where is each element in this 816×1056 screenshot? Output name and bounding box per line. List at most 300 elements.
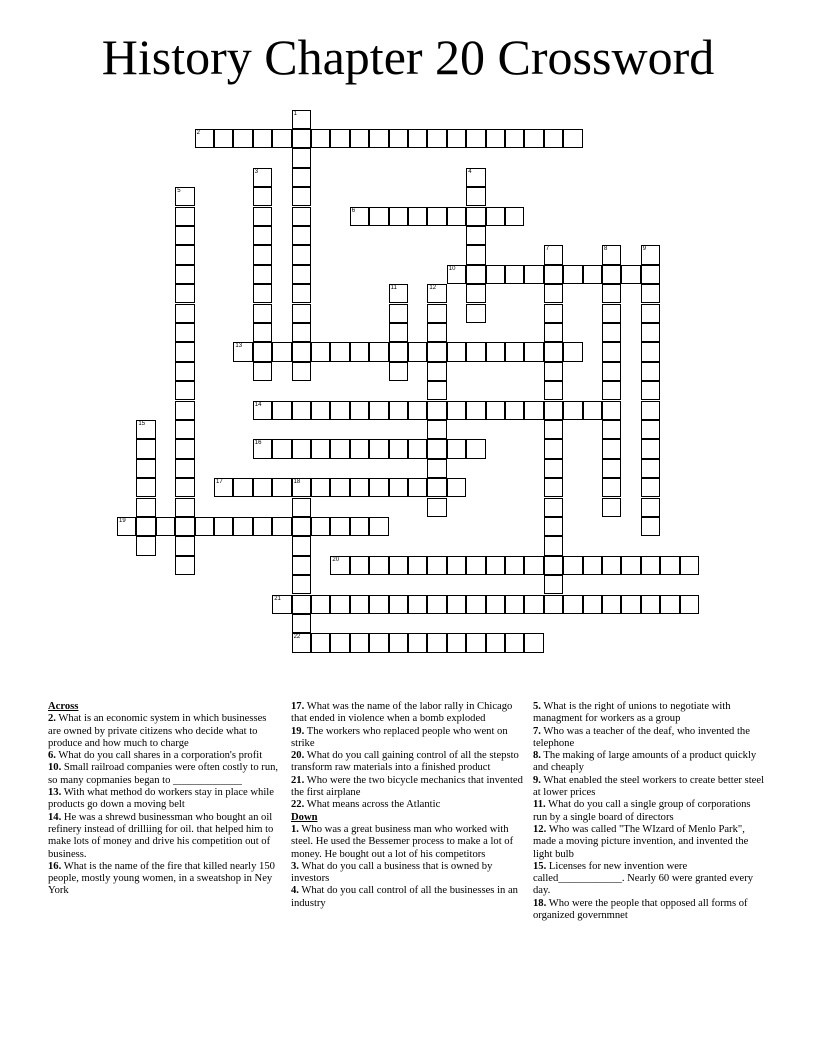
cell-number: 4 <box>468 168 472 175</box>
grid-cell[interactable] <box>544 536 563 555</box>
grid-cell[interactable] <box>544 381 563 400</box>
grid-cell[interactable] <box>175 556 194 575</box>
grid-cell[interactable] <box>408 556 427 575</box>
grid-cell[interactable] <box>292 304 311 323</box>
grid-cell[interactable] <box>292 633 311 652</box>
grid-cell[interactable] <box>447 439 466 458</box>
grid-cell[interactable] <box>156 517 175 536</box>
grid-cell[interactable] <box>389 304 408 323</box>
grid-cell[interactable] <box>602 245 621 264</box>
grid-cell[interactable] <box>350 439 369 458</box>
grid-cell[interactable] <box>136 420 155 439</box>
grid-cell[interactable] <box>427 439 446 458</box>
grid-cell[interactable] <box>369 556 388 575</box>
grid-cell[interactable] <box>641 459 660 478</box>
grid-cell[interactable] <box>253 168 272 187</box>
grid-cell[interactable] <box>292 148 311 167</box>
grid-cell[interactable] <box>389 633 408 652</box>
grid-cell[interactable] <box>214 129 233 148</box>
grid-cell[interactable] <box>641 556 660 575</box>
clue-down-3: 3. What do you call a business that is owned by investors <box>291 860 493 885</box>
grid-cell[interactable] <box>195 129 214 148</box>
grid-cell[interactable] <box>447 342 466 361</box>
grid-cell[interactable] <box>466 187 485 206</box>
grid-cell[interactable] <box>292 110 311 129</box>
grid-cell[interactable] <box>272 595 291 614</box>
grid-cell[interactable] <box>175 187 194 206</box>
grid-cell[interactable] <box>292 478 311 497</box>
grid-cell[interactable] <box>350 478 369 497</box>
cell-number: 22 <box>293 634 301 641</box>
grid-cell[interactable] <box>583 265 602 284</box>
grid-cell[interactable] <box>563 401 582 420</box>
grid-cell[interactable] <box>544 284 563 303</box>
grid-cell[interactable] <box>253 304 272 323</box>
grid-cell[interactable] <box>389 284 408 303</box>
grid-cell[interactable] <box>602 459 621 478</box>
grid-cell[interactable] <box>253 187 272 206</box>
grid-cell[interactable] <box>563 556 582 575</box>
grid-cell[interactable] <box>369 478 388 497</box>
grid-cell[interactable] <box>292 226 311 245</box>
grid-cell[interactable] <box>350 556 369 575</box>
grid-cell[interactable] <box>350 207 369 226</box>
clue-down-7: 7. Who was a teacher of the deaf, who invented the telephone <box>533 725 750 749</box>
grid-cell[interactable] <box>544 401 563 420</box>
grid-cell[interactable] <box>292 498 311 517</box>
grid-cell[interactable] <box>292 439 311 458</box>
grid-cell[interactable] <box>408 342 427 361</box>
grid-cell[interactable] <box>641 342 660 361</box>
grid-cell[interactable] <box>544 595 563 614</box>
grid-cell[interactable] <box>272 401 291 420</box>
grid-cell[interactable] <box>272 517 291 536</box>
grid-cell[interactable] <box>563 129 582 148</box>
grid-cell[interactable] <box>233 517 252 536</box>
grid-cell[interactable] <box>486 633 505 652</box>
grid-cell[interactable] <box>330 556 349 575</box>
grid-cell[interactable] <box>408 401 427 420</box>
grid-cell[interactable] <box>408 129 427 148</box>
grid-cell[interactable] <box>544 498 563 517</box>
grid-cell[interactable] <box>253 362 272 381</box>
grid-cell[interactable] <box>175 265 194 284</box>
grid-cell[interactable] <box>544 575 563 594</box>
grid-cell[interactable] <box>466 284 485 303</box>
grid-cell[interactable] <box>330 401 349 420</box>
grid-cell[interactable] <box>330 129 349 148</box>
grid-cell[interactable] <box>214 478 233 497</box>
grid-cell[interactable] <box>389 439 408 458</box>
grid-cell[interactable] <box>641 420 660 439</box>
grid-cell[interactable] <box>175 439 194 458</box>
grid-cell[interactable] <box>505 556 524 575</box>
grid-cell[interactable] <box>272 478 291 497</box>
grid-cell[interactable] <box>641 381 660 400</box>
grid-cell[interactable] <box>292 187 311 206</box>
grid-cell[interactable] <box>466 168 485 187</box>
grid-cell[interactable] <box>330 633 349 652</box>
grid-cell[interactable] <box>427 633 446 652</box>
grid-cell[interactable] <box>563 342 582 361</box>
grid-cell[interactable] <box>175 304 194 323</box>
grid-cell[interactable] <box>175 498 194 517</box>
grid-cell[interactable] <box>272 129 291 148</box>
grid-cell[interactable] <box>486 342 505 361</box>
grid-cell[interactable] <box>330 478 349 497</box>
grid-cell[interactable] <box>505 129 524 148</box>
grid-cell[interactable] <box>350 595 369 614</box>
grid-cell[interactable] <box>253 401 272 420</box>
grid-cell[interactable] <box>195 517 214 536</box>
grid-cell[interactable] <box>641 304 660 323</box>
grid-cell[interactable] <box>350 401 369 420</box>
grid-cell[interactable] <box>175 362 194 381</box>
grid-cell[interactable] <box>427 478 446 497</box>
grid-cell[interactable] <box>292 342 311 361</box>
grid-cell[interactable] <box>136 517 155 536</box>
grid-cell[interactable] <box>330 439 349 458</box>
grid-cell[interactable] <box>447 478 466 497</box>
grid-cell[interactable] <box>369 517 388 536</box>
grid-cell[interactable] <box>544 245 563 264</box>
grid-cell[interactable] <box>408 633 427 652</box>
grid-cell[interactable] <box>427 381 446 400</box>
grid-cell[interactable] <box>602 304 621 323</box>
grid-cell[interactable] <box>447 595 466 614</box>
grid-cell[interactable] <box>389 323 408 342</box>
grid-cell[interactable] <box>466 304 485 323</box>
grid-cell[interactable] <box>214 517 233 536</box>
grid-cell[interactable] <box>253 245 272 264</box>
grid-cell[interactable] <box>350 129 369 148</box>
grid-cell[interactable] <box>466 342 485 361</box>
grid-cell[interactable] <box>427 323 446 342</box>
clue-across-13: 13. With what method do workers stay in place while products go down a moving belt <box>48 787 274 811</box>
grid-cell[interactable] <box>350 342 369 361</box>
grid-cell[interactable] <box>641 498 660 517</box>
grid-cell[interactable] <box>641 439 660 458</box>
grid-cell[interactable] <box>544 304 563 323</box>
grid-cell[interactable] <box>136 498 155 517</box>
grid-cell[interactable] <box>602 478 621 497</box>
grid-cell[interactable] <box>292 595 311 614</box>
grid-cell[interactable] <box>621 265 640 284</box>
grid-cell[interactable] <box>602 323 621 342</box>
grid-cell[interactable] <box>524 265 543 284</box>
cell-number: 8 <box>604 246 608 253</box>
grid-cell[interactable] <box>583 401 602 420</box>
grid-cell[interactable] <box>641 323 660 342</box>
grid-cell[interactable] <box>175 401 194 420</box>
grid-cell[interactable] <box>544 342 563 361</box>
grid-cell[interactable] <box>350 517 369 536</box>
grid-cell[interactable] <box>447 129 466 148</box>
grid-cell[interactable] <box>427 304 446 323</box>
grid-cell[interactable] <box>621 556 640 575</box>
grid-cell[interactable] <box>311 129 330 148</box>
grid-cell[interactable] <box>389 207 408 226</box>
grid-cell[interactable] <box>369 129 388 148</box>
grid-cell[interactable] <box>524 633 543 652</box>
grid-cell[interactable] <box>602 498 621 517</box>
grid-cell[interactable] <box>175 207 194 226</box>
grid-cell[interactable] <box>680 595 699 614</box>
cell-number: 2 <box>196 129 200 136</box>
grid-cell[interactable] <box>486 207 505 226</box>
grid-cell[interactable] <box>136 439 155 458</box>
grid-cell[interactable] <box>253 323 272 342</box>
grid-cell[interactable] <box>369 207 388 226</box>
grid-cell[interactable] <box>292 575 311 594</box>
clue-across-19: 19. The workers who replaced people who went on strike <box>291 725 508 749</box>
grid-cell[interactable] <box>466 401 485 420</box>
grid-cell[interactable] <box>505 595 524 614</box>
cell-number: 3 <box>254 168 259 175</box>
grid-cell[interactable] <box>544 517 563 536</box>
grid-cell[interactable] <box>505 633 524 652</box>
grid-cell[interactable] <box>466 207 485 226</box>
grid-cell[interactable] <box>311 517 330 536</box>
grid-cell[interactable] <box>466 595 485 614</box>
grid-cell[interactable] <box>602 342 621 361</box>
grid-cell[interactable] <box>311 595 330 614</box>
grid-cell[interactable] <box>175 226 194 245</box>
grid-cell[interactable] <box>253 265 272 284</box>
grid-cell[interactable] <box>427 284 446 303</box>
grid-cell[interactable] <box>524 556 543 575</box>
grid-cell[interactable] <box>369 595 388 614</box>
grid-cell[interactable] <box>660 556 679 575</box>
grid-cell[interactable] <box>544 420 563 439</box>
cell-number: 9 <box>642 246 647 253</box>
grid-cell[interactable] <box>544 265 563 284</box>
grid-cell[interactable] <box>524 401 543 420</box>
grid-cell[interactable] <box>466 439 485 458</box>
grid-cell[interactable] <box>272 439 291 458</box>
grid-cell[interactable] <box>330 595 349 614</box>
grid-cell[interactable] <box>427 207 446 226</box>
grid-cell[interactable] <box>641 245 660 264</box>
grid-cell[interactable] <box>563 265 582 284</box>
grid-cell[interactable] <box>524 129 543 148</box>
grid-cell[interactable] <box>292 556 311 575</box>
grid-cell[interactable] <box>369 633 388 652</box>
grid-cell[interactable] <box>466 556 485 575</box>
grid-cell[interactable] <box>233 478 252 497</box>
clues-column-3 <box>533 701 765 922</box>
grid-cell[interactable] <box>602 362 621 381</box>
grid-cell[interactable] <box>253 517 272 536</box>
grid-cell[interactable] <box>175 536 194 555</box>
grid-cell[interactable] <box>136 459 155 478</box>
grid-cell[interactable] <box>466 633 485 652</box>
grid-cell[interactable] <box>175 342 194 361</box>
grid-cell[interactable] <box>175 459 194 478</box>
grid-cell[interactable] <box>427 362 446 381</box>
grid-cell[interactable] <box>350 633 369 652</box>
grid-cell[interactable] <box>621 595 640 614</box>
grid-cell[interactable] <box>427 129 446 148</box>
grid-cell[interactable] <box>486 595 505 614</box>
grid-cell[interactable] <box>447 633 466 652</box>
grid-cell[interactable] <box>175 245 194 264</box>
grid-cell[interactable] <box>272 342 291 361</box>
grid-cell[interactable] <box>292 207 311 226</box>
grid-cell[interactable] <box>505 265 524 284</box>
grid-cell[interactable] <box>175 284 194 303</box>
grid-cell[interactable] <box>641 478 660 497</box>
cell-number: 16 <box>254 440 262 447</box>
grid-cell[interactable] <box>602 595 621 614</box>
grid-cell[interactable] <box>505 401 524 420</box>
grid-cell[interactable] <box>544 439 563 458</box>
grid-cell[interactable] <box>641 517 660 536</box>
grid-cell[interactable] <box>292 168 311 187</box>
grid-cell[interactable] <box>292 323 311 342</box>
grid-cell[interactable] <box>544 556 563 575</box>
grid-cell[interactable] <box>544 459 563 478</box>
grid-cell[interactable] <box>292 265 311 284</box>
grid-cell[interactable] <box>369 342 388 361</box>
grid-cell[interactable] <box>408 439 427 458</box>
grid-cell[interactable] <box>408 207 427 226</box>
grid-cell[interactable] <box>389 556 408 575</box>
clue-down-4: 4. What do you call control of all the businesses in an industry <box>291 885 518 909</box>
grid-cell[interactable] <box>660 595 679 614</box>
cell-number: 14 <box>254 401 262 408</box>
grid-cell[interactable] <box>427 556 446 575</box>
grid-cell[interactable] <box>369 401 388 420</box>
grid-cell[interactable] <box>389 478 408 497</box>
grid-cell[interactable] <box>175 420 194 439</box>
grid-cell[interactable] <box>292 536 311 555</box>
grid-cell[interactable] <box>602 381 621 400</box>
grid-cell[interactable] <box>117 517 136 536</box>
grid-cell[interactable] <box>175 381 194 400</box>
grid-cell[interactable] <box>136 478 155 497</box>
grid-cell[interactable] <box>175 517 194 536</box>
grid-cell[interactable] <box>524 595 543 614</box>
grid-cell[interactable] <box>583 595 602 614</box>
grid-cell[interactable] <box>427 420 446 439</box>
grid-cell[interactable] <box>486 401 505 420</box>
grid-cell[interactable] <box>136 536 155 555</box>
grid-cell[interactable] <box>447 401 466 420</box>
grid-cell[interactable] <box>486 556 505 575</box>
cell-number: 1 <box>293 110 297 117</box>
grid-cell[interactable] <box>253 342 272 361</box>
grid-cell[interactable] <box>389 342 408 361</box>
grid-cell[interactable] <box>466 245 485 264</box>
grid-cell[interactable] <box>641 265 660 284</box>
grid-cell[interactable] <box>253 284 272 303</box>
grid-cell[interactable] <box>292 284 311 303</box>
clue-down-12: 12. Who was called "The WIzard of Menlo Park", made a moving picture invention, and invented the light bulb <box>533 823 749 860</box>
grid-cell[interactable] <box>408 478 427 497</box>
grid-cell[interactable] <box>175 478 194 497</box>
grid-cell[interactable] <box>427 459 446 478</box>
grid-cell[interactable] <box>253 439 272 458</box>
grid-cell[interactable] <box>466 226 485 245</box>
grid-cell[interactable] <box>544 323 563 342</box>
grid-cell[interactable] <box>233 342 252 361</box>
grid-cell[interactable] <box>641 284 660 303</box>
grid-cell[interactable] <box>330 517 349 536</box>
cell-number: 19 <box>119 517 126 524</box>
grid-cell[interactable] <box>602 439 621 458</box>
grid-cell[interactable] <box>544 478 563 497</box>
grid-cell[interactable] <box>369 439 388 458</box>
page-title: History Chapter 20 Crossword <box>101 29 715 85</box>
grid-cell[interactable] <box>233 129 252 148</box>
grid-cell[interactable] <box>602 556 621 575</box>
grid-cell[interactable] <box>583 556 602 575</box>
grid-cell[interactable] <box>602 420 621 439</box>
grid-cell[interactable] <box>253 207 272 226</box>
grid-cell[interactable] <box>427 401 446 420</box>
cell-number: 15 <box>138 420 146 427</box>
grid-cell[interactable] <box>175 323 194 342</box>
grid-cell[interactable] <box>602 265 621 284</box>
grid-cell[interactable] <box>311 342 330 361</box>
grid-cell[interactable] <box>641 595 660 614</box>
grid-cell[interactable] <box>680 556 699 575</box>
grid-cell[interactable] <box>602 401 621 420</box>
grid-cell[interactable] <box>292 614 311 633</box>
grid-cell[interactable] <box>292 401 311 420</box>
grid-cell[interactable] <box>311 478 330 497</box>
grid-cell[interactable] <box>466 129 485 148</box>
grid-cell[interactable] <box>486 129 505 148</box>
grid-cell[interactable] <box>292 362 311 381</box>
grid-cell[interactable] <box>311 439 330 458</box>
grid-cell[interactable] <box>466 265 485 284</box>
grid-cell[interactable] <box>408 595 427 614</box>
grid-cell[interactable] <box>292 517 311 536</box>
grid-cell[interactable] <box>641 401 660 420</box>
grid-cell[interactable] <box>447 265 466 284</box>
grid-cell[interactable] <box>311 401 330 420</box>
grid-cell[interactable] <box>447 556 466 575</box>
grid-cell[interactable] <box>389 595 408 614</box>
grid-cell[interactable] <box>427 342 446 361</box>
grid-cell[interactable] <box>505 207 524 226</box>
grid-cell[interactable] <box>253 129 272 148</box>
grid-cell[interactable] <box>447 207 466 226</box>
grid-cell[interactable] <box>427 498 446 517</box>
grid-cell[interactable] <box>292 129 311 148</box>
grid-cell[interactable] <box>641 362 660 381</box>
grid-cell[interactable] <box>602 284 621 303</box>
grid-cell[interactable] <box>253 478 272 497</box>
clues-column-2 <box>291 701 523 910</box>
grid-cell[interactable] <box>253 226 272 245</box>
grid-cell[interactable] <box>486 265 505 284</box>
grid-cell[interactable] <box>524 342 543 361</box>
grid-cell[interactable] <box>389 362 408 381</box>
grid-cell[interactable] <box>563 595 582 614</box>
grid-cell[interactable] <box>544 362 563 381</box>
grid-cell[interactable] <box>330 342 349 361</box>
grid-cell[interactable] <box>292 245 311 264</box>
grid-cell[interactable] <box>389 401 408 420</box>
grid-cell[interactable] <box>505 342 524 361</box>
grid-cell[interactable] <box>311 633 330 652</box>
grid-cell[interactable] <box>427 595 446 614</box>
grid-cell[interactable] <box>544 129 563 148</box>
grid-cell[interactable] <box>389 129 408 148</box>
